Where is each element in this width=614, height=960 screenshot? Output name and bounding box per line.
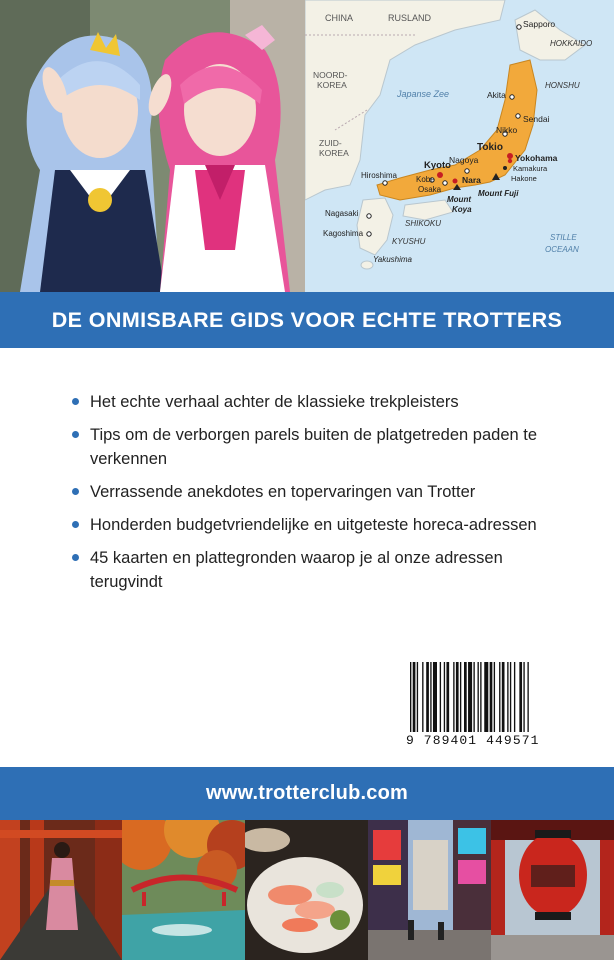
sushi-photo [245, 820, 368, 960]
svg-text:Kamakura: Kamakura [513, 164, 548, 173]
svg-text:Hiroshima: Hiroshima [361, 171, 398, 180]
map-label-kyushu: KYUSHU [392, 237, 426, 246]
list-item: Het echte verhaal achter de klassieke trekpleisters [72, 390, 572, 414]
list-item: 45 kaarten en plattegronden waarop je al onze adressen terugvindt [72, 546, 572, 594]
map-label-zuid-korea: ZUID- [319, 138, 342, 148]
temple-lantern-photo [491, 820, 614, 960]
map-landmark-koya: Mount [447, 195, 471, 204]
map-label-shikoku: SHIKOKU [405, 219, 442, 228]
svg-text:Nikko: Nikko [496, 125, 518, 135]
svg-text:Tokio: Tokio [477, 142, 503, 153]
svg-text:Akita: Akita [487, 90, 506, 100]
list-item: Honderden budgetvriendelijke en uitgeteste horeca-adressen [72, 513, 572, 537]
tagline-title: DE ONMISBARE GIDS VOOR ECHTE TROTTERS [51, 307, 563, 332]
autumn-bridge-photo [122, 820, 245, 960]
svg-text:Kyoto: Kyoto [424, 160, 451, 171]
svg-text:Nagoya: Nagoya [449, 155, 479, 165]
svg-text:OCEAAN: OCEAAN [545, 245, 579, 254]
svg-text:Yokohama: Yokohama [515, 153, 558, 163]
svg-text:Sapporo: Sapporo [523, 19, 556, 29]
map-label-hokkaido: HOKKAIDO [550, 39, 593, 48]
svg-text:Kobe: Kobe [416, 175, 435, 184]
svg-text:KOREA: KOREA [317, 80, 347, 90]
website-link[interactable]: www.trotterclub.com [206, 782, 408, 804]
map-label-sea: Japanse Zee [397, 89, 450, 99]
list-item: Tips om de verborgen parels buiten de platgetreden paden te verkennen [72, 423, 572, 471]
neon-street-photo [368, 820, 491, 960]
japan-map [305, 0, 614, 292]
map-label-rusland: RUSLAND [388, 13, 432, 23]
cosplay-photo [0, 0, 305, 292]
map-label-noord-korea: NOORD- [313, 70, 348, 80]
svg-text:Hakone: Hakone [511, 174, 537, 183]
svg-text:Koya: Koya [452, 205, 472, 214]
url-banner [0, 767, 614, 820]
map-label-honshu: HONSHU [545, 81, 580, 90]
photo-strip [0, 820, 614, 960]
tagline-banner [0, 292, 614, 348]
map-label-china: CHINA [325, 13, 354, 23]
map-landmark-fuji: Mount Fuji [478, 189, 519, 198]
isbn-number: 9 789401 449571 [404, 733, 574, 748]
feature-list [72, 390, 572, 603]
svg-text:Sendai: Sendai [523, 114, 550, 124]
svg-text:KOREA: KOREA [319, 148, 349, 158]
list-item: Verrassende anekdotes en topervaringen van Trotter [72, 480, 572, 504]
svg-text:Osaka: Osaka [418, 185, 442, 194]
svg-text:Nara: Nara [462, 175, 481, 185]
svg-text:Yakushima: Yakushima [373, 255, 412, 264]
kimono-torii-photo [0, 820, 122, 960]
map-label-ocean: STILLE [550, 233, 577, 242]
svg-text:Kagoshima: Kagoshima [323, 229, 364, 238]
svg-text:Nagasaki: Nagasaki [325, 209, 359, 218]
